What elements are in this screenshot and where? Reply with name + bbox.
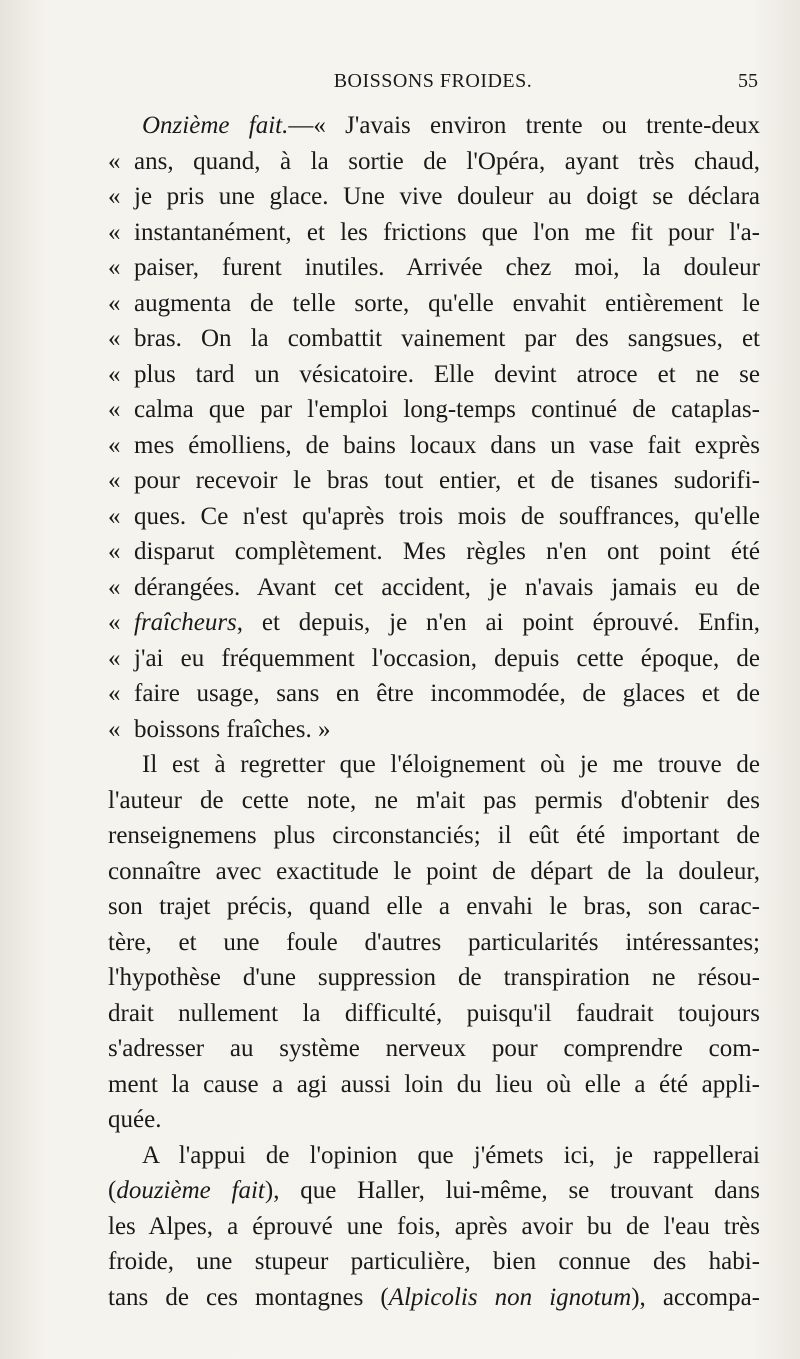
quote-mark: «	[108, 254, 121, 281]
line-text: —« J'avais environ trente ou trente-deux	[288, 112, 760, 139]
body-text	[108, 108, 760, 1315]
line-text: les Alpes, a éprouvé une fois, après avoir bu de l'eau très	[108, 1212, 760, 1240]
text-line	[108, 783, 760, 819]
page-number: 55	[738, 70, 758, 92]
line-text: ), accompa-	[631, 1283, 760, 1311]
quote-mark: «	[108, 644, 121, 672]
line-text: ment la cause a agi aussi loin du lieu où elle a été appli-	[108, 1070, 760, 1098]
line-text: l'auteur de cette note, ne m'ait pas permis d'obtenir des	[108, 786, 760, 814]
line-text: ans, quand, à la sortie de l'Opéra, ayant très chaud,	[134, 147, 760, 175]
quote-mark: «	[108, 609, 121, 636]
text-line	[108, 1280, 760, 1316]
text-line	[108, 854, 760, 890]
quote-mark: «	[108, 183, 121, 210]
text-line	[108, 747, 760, 783]
quote-mark: «	[108, 218, 121, 246]
text-line	[108, 392, 760, 428]
text-line	[108, 1102, 760, 1138]
line-text: faire usage, sans en être incommodée, de glaces et de	[134, 680, 760, 707]
italic-text: fraîcheurs	[134, 609, 237, 636]
text-line	[108, 286, 760, 322]
text-line	[108, 712, 760, 748]
line-text: connaître avec exactitude le point de départ de la douleur,	[108, 857, 760, 885]
line-text: dérangées. Avant cet accident, je n'avais jamais eu de	[134, 573, 760, 601]
text-line	[108, 570, 760, 606]
line-text: mes émolliens, de bains locaux dans un vase fait exprès	[134, 431, 760, 459]
text-line	[108, 428, 760, 464]
quote-mark: «	[108, 396, 121, 423]
text-line	[108, 1067, 760, 1103]
quote-mark: «	[108, 573, 121, 601]
text-line	[108, 463, 760, 499]
line-text: boissons fraîches. »	[134, 715, 331, 743]
text-line	[108, 179, 760, 215]
text-line	[108, 250, 760, 286]
quote-mark: «	[108, 289, 121, 317]
text-line	[108, 605, 760, 641]
line-text: augmenta de telle sorte, qu'elle envahit entièrement le	[134, 289, 760, 317]
line-text: son trajet précis, quand elle a envahi le bras, son carac-	[108, 893, 760, 920]
line-text: drait nullement la difficulté, puisqu'il faudrait toujours	[108, 999, 760, 1027]
quote-mark: «	[108, 360, 121, 388]
quote-mark: «	[108, 147, 121, 175]
chapter-title: BOISSONS FROIDES.	[333, 70, 533, 92]
italic-text: Alpicolis non ignotum	[388, 1283, 632, 1311]
text-line	[108, 1138, 760, 1174]
italic-text: Onzième fait.	[142, 112, 289, 139]
line-text: plus tard un vésicatoire. Elle devint atroce et ne se	[134, 360, 760, 388]
text-line	[108, 676, 760, 712]
italic-text: douzième fait	[116, 1177, 265, 1204]
line-text: A l'appui de l'opinion que j'émets ici, je rappellerai	[142, 1141, 760, 1169]
line-text: disparut complètement. Mes règles n'en ont point été	[134, 538, 760, 565]
line-text: froide, une stupeur particulière, bien connue des habi-	[108, 1248, 760, 1275]
line-text: bras. On la combattit vainement par des sangsues, et	[134, 325, 760, 352]
line-text: l'hypothèse d'une suppression de transpiration ne résou-	[108, 964, 760, 991]
text-line	[108, 1244, 760, 1280]
quote-mark: «	[108, 325, 121, 352]
running-header	[108, 70, 758, 100]
line-text: j'ai eu fréquemment l'occasion, depuis cette époque, de	[134, 644, 760, 672]
line-text: , et depuis, je n'en ai point éprouvé. Enfin,	[236, 609, 760, 636]
quote-mark: «	[108, 502, 121, 530]
quote-mark: «	[108, 538, 121, 565]
text-line	[108, 1209, 760, 1245]
text-line	[108, 499, 760, 535]
quote-mark: «	[108, 680, 121, 707]
text-line	[108, 818, 760, 854]
line-text: tère, et une foule d'autres particularités intéressantes;	[108, 928, 760, 956]
text-line	[108, 925, 760, 961]
text-line	[108, 215, 760, 251]
text-line	[108, 357, 760, 393]
quote-mark: «	[108, 467, 121, 494]
line-text: Il est à regretter que l'éloignement où je me trouve de	[142, 751, 760, 778]
text-line	[108, 889, 760, 925]
quote-mark: «	[108, 431, 121, 459]
line-text: renseignemens plus circonstanciés; il eût été important de	[108, 822, 760, 849]
text-line	[108, 996, 760, 1032]
text-line	[108, 641, 760, 677]
line-text: quée.	[108, 1106, 162, 1133]
line-text: ), que Haller, lui-même, se trouvant dans	[264, 1177, 760, 1204]
text-line	[108, 321, 760, 357]
line-text: instantanément, et les frictions que l'on me fit pour l'a-	[134, 218, 760, 246]
line-text: paiser, furent inutiles. Arrivée chez moi, la douleur	[134, 254, 760, 281]
text-line	[108, 108, 760, 144]
text-line	[108, 144, 760, 180]
line-text: s'adresser au système nerveux pour comprendre com-	[108, 1035, 760, 1062]
line-text: tans de ces montagnes (	[108, 1283, 389, 1311]
text-line	[108, 534, 760, 570]
quote-mark: «	[108, 715, 121, 743]
text-line	[108, 1031, 760, 1067]
line-text: ques. Ce n'est qu'après trois mois de souffrances, qu'elle	[134, 502, 760, 530]
line-text: (	[108, 1177, 117, 1204]
line-text: je pris une glace. Une vive douleur au doigt se déclara	[134, 183, 760, 210]
line-text: pour recevoir le bras tout entier, et de tisanes sudorifi-	[134, 467, 760, 494]
text-line	[108, 1173, 760, 1209]
line-text: calma que par l'emploi long-temps continué de cataplas-	[134, 396, 760, 423]
text-line	[108, 960, 760, 996]
